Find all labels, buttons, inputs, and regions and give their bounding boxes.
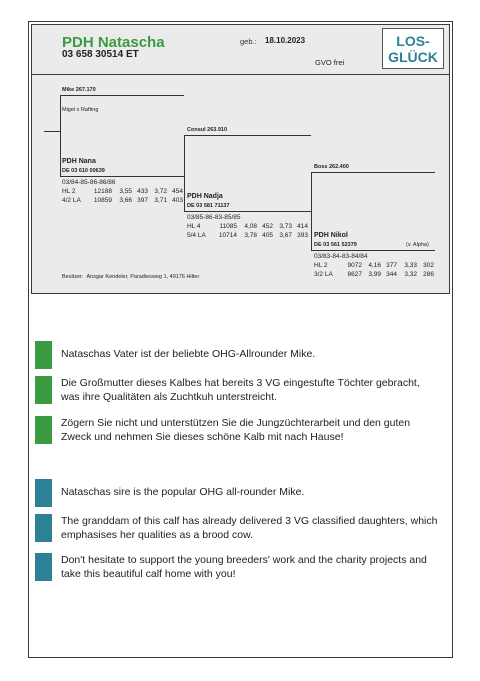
blue-bullet-icon xyxy=(35,514,52,542)
granddam-sire-name: Boss 262.400 xyxy=(314,164,349,170)
pedigree-line xyxy=(60,95,61,176)
pedigree-chart xyxy=(32,75,449,293)
pedigree-line xyxy=(60,176,184,177)
pedigree-line xyxy=(44,131,60,132)
granddam-lactation-row: 5/4 LA 10714 3,78 405 3,67 393 xyxy=(187,232,308,239)
great-granddam-lactation-row: 3/2 LA 8627 3,99 344 3,32 286 xyxy=(314,271,434,278)
great-granddam-name: PDH Nikol xyxy=(314,232,348,239)
great-granddam-id: DE 03 561 52379 xyxy=(314,242,357,248)
dam-classification: 03/84-85-86-86/86 xyxy=(62,179,116,186)
dam-lactation-row: 4/2 LA 10859 3,66 397 3,71 403 xyxy=(62,197,183,204)
pedigree-line xyxy=(311,250,435,251)
pedigree-line xyxy=(311,172,435,173)
blue-bullet-icon xyxy=(35,479,52,507)
sire-line: Migel x Rafting xyxy=(62,107,99,113)
dam-sire-name: Consul 263.910 xyxy=(187,127,228,133)
animal-name: PDH Natascha xyxy=(62,34,165,51)
granddam-classification: 03/85-86-83-85/85 xyxy=(187,214,241,221)
english-paragraph-1: Nataschas sire is the popular OHG all-rounder Mike. xyxy=(35,479,441,507)
dam-id: DE 03 610 00639 xyxy=(62,168,105,174)
birth-label: geb.: xyxy=(240,37,257,46)
pedigree-card xyxy=(31,24,450,294)
german-paragraph-1: Nataschas Vater ist der beliebte OHG-Allrounder Mike. xyxy=(35,341,441,369)
gvo-status: GVO frei xyxy=(315,58,345,67)
pedigree-line xyxy=(184,135,311,136)
pedigree-line xyxy=(184,211,311,212)
birth-date: 18.10.2023 xyxy=(265,36,306,45)
dam-lactation-row: HL 2 12188 3,55 433 3,72 454 xyxy=(62,188,183,195)
great-granddam-lactation-row: HL 2 9072 4,16 377 3,33 302 xyxy=(314,262,434,269)
english-paragraph-2: The granddam of this calf has already delivered 3 VG classified daughters, which emphasises her qualities as a brood cow. xyxy=(35,514,441,542)
blue-bullet-icon xyxy=(35,553,52,581)
granddam-id: DE 03 581 71137 xyxy=(187,203,230,209)
pedigree-line xyxy=(184,135,185,211)
green-bullet-icon xyxy=(35,376,52,404)
owner-value: Ansgar Kendeler, Paradiesweg 1, 49176 Hilter xyxy=(86,274,200,280)
owner-line xyxy=(62,273,199,281)
granddam-name: PDH Nadja xyxy=(187,193,223,200)
lot-logo xyxy=(382,28,444,69)
green-bullet-icon xyxy=(35,416,52,444)
lot-logo-line1: LOS- xyxy=(396,33,430,49)
pedigree-line xyxy=(311,172,312,250)
great-granddam-classification: 03/83-84-83-84/84 xyxy=(314,253,368,260)
owner-label: Besitzer: xyxy=(62,274,84,280)
german-paragraph-3: Zögern Sie nicht und unterstützen Sie die Jungzüchterarbeit und den guten Zweck und nehmen Sie dieses schöne Kalb mit nach Hause! xyxy=(35,416,441,444)
lot-logo-line2: GLÜCK xyxy=(388,49,438,65)
sire-name: Mike 267.170 xyxy=(62,87,96,93)
granddam-lactation-row: HL 4 11085 4,08 452 3,73 414 xyxy=(187,223,308,230)
great-granddam-note: (v. Alpha) xyxy=(406,242,429,248)
pedigree-line xyxy=(60,95,184,96)
dam-name: PDH Nana xyxy=(62,158,96,165)
ear-tag: 03 658 30514 ET xyxy=(62,49,139,60)
german-paragraph-2: Die Großmutter dieses Kalbes hat bereits 3 VG eingestufte Töchter gebracht, was ihre Qualitäten als Zuchtkuh unterstreicht. xyxy=(35,376,441,404)
green-bullet-icon xyxy=(35,341,52,369)
english-paragraph-3: Don't hesitate to support the young breeders' work and the charity projects and take this beautiful calf home with you! xyxy=(35,553,441,581)
card-header xyxy=(32,25,449,75)
